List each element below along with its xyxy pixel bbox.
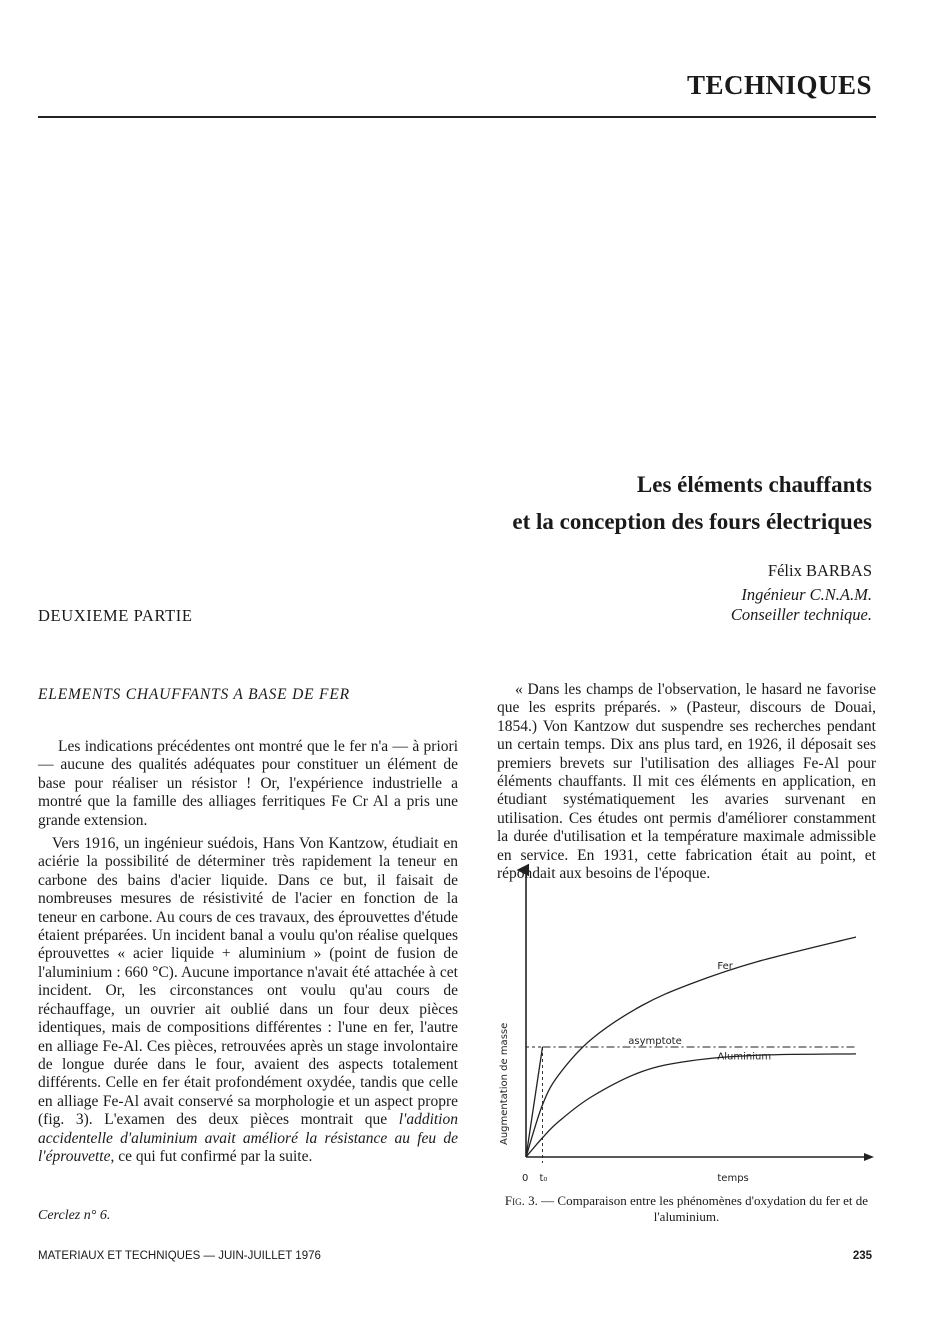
x-axis-label: temps	[717, 1173, 749, 1184]
paragraph-1: Les indications précédentes ont montré que le fer n'a — à priori — aucune des qualités adéquates pour constituer un élément de base pour réaliser un résistor ! Or, l'expérience industrielle a montré que la famille des alliages ferritiques Fe Cr Al a pris une grande extension.	[38, 738, 458, 829]
section-heading: ELEMENTS CHAUFFANTS A BASE DE FER	[38, 686, 350, 703]
left-column	[38, 738, 458, 1166]
part-label: DEUXIEME PARTIE	[38, 606, 193, 625]
right-column	[497, 681, 876, 883]
series-line-aluminium	[526, 1051, 856, 1157]
paragraph-2-emphasis: l'addition accidentelle d'aluminium avait amélioré la résistance au feu de l'éprouvette	[38, 1111, 458, 1165]
header-rule	[38, 116, 876, 118]
author-role-2: Conseiller technique.	[730, 605, 872, 624]
author-block	[731, 561, 872, 625]
y-axis-label: Augmentation de masse	[499, 1022, 510, 1145]
figure-caption	[497, 1193, 876, 1224]
x-tick-0: 0	[522, 1173, 529, 1184]
series-label-asymptote: asymptote	[628, 1036, 682, 1047]
section-label: TECHNIQUES	[686, 70, 872, 100]
series-label-aluminium: Aluminium	[717, 1051, 772, 1063]
reader-service-note: Cerclez n° 6.	[38, 1208, 111, 1223]
footer-page-number: 235	[852, 1250, 872, 1262]
series-label-fer: Fer	[717, 960, 733, 972]
x-tick-t0: t₀	[539, 1173, 548, 1184]
figure-caption-tag: Fig. 3.	[504, 1193, 538, 1208]
x-axis-arrow	[864, 1153, 874, 1161]
oxidation-chart	[492, 862, 876, 1192]
article-title	[512, 466, 872, 540]
author-name: Félix BARBAS	[767, 561, 872, 580]
figure-caption-text: — Comparaison entre les phénomènes d'oxydation du fer et de l'aluminium.	[537, 1193, 869, 1224]
paragraph-2-text: Vers 1916, un ingénieur suédois, Hans Von Kantzow, étudiait en aciérie la possibilité de déterminer très rapidement la teneur en carbone des bains d'acier liquide. Dans ce but, il faisait de nombreuses mesures de résistivité de l'acier en fonction de la teneur en carbone. Au cours de ces travaux, des éprouvettes d'étude étaient préparées. Un incident banal a voulu qu'on réalise quelques éprouvettes « acier liquide + aluminium » (point de fusion de l'aluminium : 660 °C). Aucune importance n'avait été attachée à cet incident. Or, les circonstances ont voulu qu'au cours de réchauffage, un ouvrier ait oublié dans un four deux pièces identiques, mais de compositions différentes : l'une en fer, l'autre en alliage Fe-Al. Ces pièces, retrouvées après un stage involontaire de longue durée dans le four, avaient des aspects totalement différents. Celle en fer était profondément oxydée, tandis que celle en alliage Fe-Al avait conservé sa morphologie et un aspect propre (fig. 3). L'examen des deux pièces montrait que	[38, 835, 458, 1129]
figure-3	[492, 862, 876, 1192]
title-line-1: Les éléments chauffants	[636, 472, 872, 497]
paragraph-2	[38, 835, 458, 1166]
paragraph-3: « Dans les champs de l'observation, le hasard ne favorise que les esprits préparés. » (Pasteur, discours de Douai, 1854.) Von Kantzow dut suspendre ses recherches pendant un certain temps. Dix ans plus tard, en 1926, il déposait ses premiers brevets sur l'utilisation des alliages Fe-Al pour éléments chauffants. Il mit ces éléments en application, en étudiant systématiquement les avaries survenant en utilisation. Ces études ont permis d'améliorer constamment la durée d'utilisation et la température maximale admissible en service. En 1931, cette fabrication était au point, et répondait aux besoins de l'époque.	[497, 681, 876, 883]
title-line-2: et la conception des fours électriques	[512, 509, 872, 534]
footer-journal: MATERIAUX ET TECHNIQUES — JUIN-JUILLET 1976	[38, 1250, 321, 1262]
author-role-1: Ingénieur C.N.A.M.	[741, 585, 872, 604]
paragraph-2-tail: , ce qui fut confirmé par la suite.	[110, 1147, 313, 1165]
